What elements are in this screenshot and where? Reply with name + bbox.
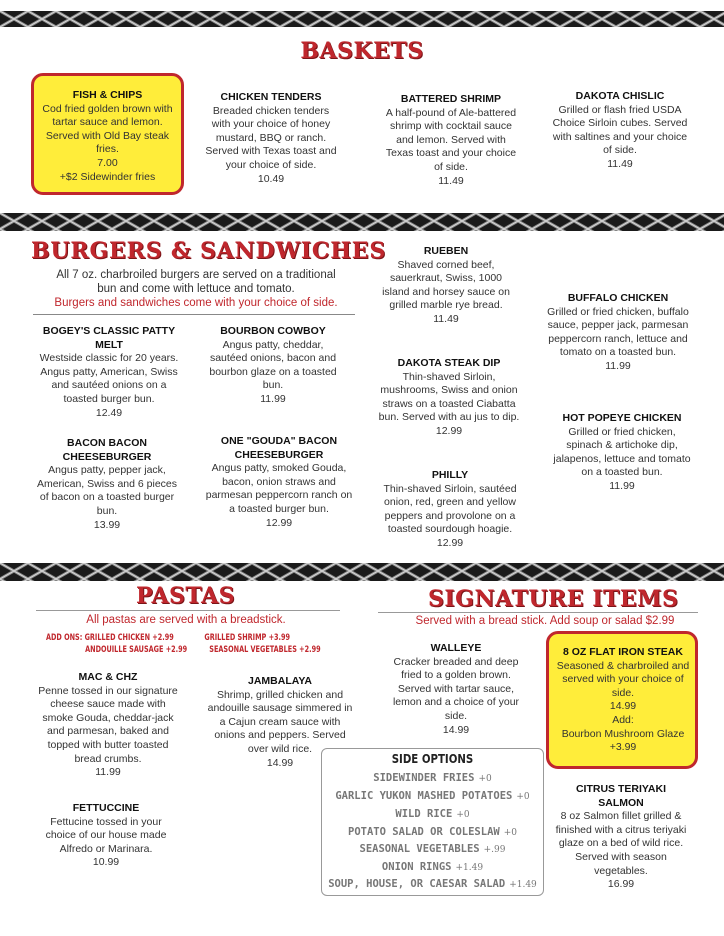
item-desc: Grilled or fried chicken, buffalo sauce, pepper jack, parmesan peppercorn ranch, lettuce and tomato on a toasted bun. [547,305,689,359]
item-desc: Thin-shaved Sirloin, sautéed onion, red, green and yellow peppers and provolone on a toasted sourdough hoagie. [383,482,517,536]
side-options-title: SIDE OPTIONS [391,752,474,766]
sandwich-item-hot-popeye [553,412,691,494]
pasta-item-fettuccine [36,802,176,870]
side-label: GARLIC YUKON MASHED POTATOES [335,790,513,802]
item-desc: A half-pound of Ale-battered shrimp with cocktail sauce and lemon. Served with Texas toast and your choice of side. [385,106,517,173]
item-desc: Shrimp, grilled chicken and andouille sausage simmered in a Cajun cream sauce with onions and peppers. Served over wild rice. [207,688,353,755]
item-desc: Grilled or flash fried USDA Choice Sirloin cubes. Served with saltines and your choice of side. [552,103,688,157]
signature-item-salmon [551,783,691,892]
side-option [321,878,544,890]
burgers-intro [28,268,364,310]
item-price: 13.99 [93,518,121,531]
side-option [321,826,544,838]
item-price: 12.99 [436,536,464,549]
side-price: +0 [516,792,530,802]
burgers-intro-line3: Burgers and sandwiches come with your choice of side. [54,297,338,309]
side-price: +.99 [483,845,506,855]
basket-item-dakota-chislic [552,90,688,172]
item-extra: +$2 Sidewinder fries [59,170,156,183]
addon-row2a: ANDOUILLE SAUSAGE +2.99 [85,645,188,655]
decorative-band-top [0,11,724,27]
item-name: FISH & CHIPS [72,89,143,101]
addon-row1a: ADD ONS: GRILLED CHICKEN +2.99 [46,633,174,643]
item-desc: Fettucine tossed in your choice of our house made Alfredo or Marinara. [45,815,167,855]
item-price: 12.99 [435,424,463,437]
item-desc: Angus patty, pepper jack, American, Swiss and 6 pieces of bacon on a toasted burger bun. [36,464,178,517]
burgers-intro-line1: All 7 oz. charbroiled burgers are served on a traditional [56,269,336,281]
basket-item-fish-chips [36,89,179,184]
item-desc: Penne tossed in our signature cheese sauce made with smoke Gouda, cheddar-jack and parmesan, baked and topped with butter toasted bread crumbs. [38,684,178,765]
side-price: +0 [478,774,492,784]
item-name: BOURBON COWBOY [220,325,326,337]
item-name: 8 OZ FLAT IRON STEAK [563,646,683,658]
item-name: CITRUS TERIYAKI SALMON [575,783,667,809]
side-option [321,772,544,784]
item-name: WALLEYE [430,642,482,654]
sandwich-item-rueben [377,245,515,327]
item-name: RUEBEN [423,245,469,257]
side-option [321,861,544,873]
item-name: CHICKEN TENDERS [220,91,322,103]
item-price: 7.00 [97,156,118,169]
pasta-item-mac-chz [35,671,181,780]
decorative-band-lower [0,563,724,581]
item-name: PHILLY [431,469,469,481]
item-desc: Shaved corned beef, sauerkraut, Swiss, 1000 island and horsey sauce on grilled marble rye bread. [382,258,510,312]
signature-intro: Served with a bread stick. Add soup or salad $2.99 [415,615,675,627]
side-option [321,790,544,802]
side-price: +0 [503,828,517,838]
burger-item-bourbon-cowboy [203,325,343,407]
item-name: FETTUCCINE [72,802,140,814]
item-name: DAKOTA STEAK DIP [397,357,501,369]
item-desc: Cracker breaded and deep fried to a golden brown. Served with tartar sauce, lemon and a choice of your side. [392,655,520,722]
item-desc: Thin-shaved Sirloin, mushrooms, Swiss and onion straws on a toasted Ciabatta bun. Served with au jus to dip. [378,370,520,424]
sandwich-item-philly [375,469,525,551]
side-options-box [321,748,544,896]
item-name: BUFFALO CHICKEN [567,292,669,304]
signature-item-walleye [387,642,525,737]
sandwich-item-steak-dip [374,357,524,439]
item-price: 11.99 [605,359,631,372]
item-price: 11.49 [438,174,464,187]
addon-row1b: GRILLED SHRIMP +3.99 [204,633,291,643]
item-price: 11.99 [609,479,635,492]
item-name: BACON BACON CHEESEBURGER [62,437,152,463]
item-name: BATTERED SHRIMP [400,93,502,105]
sandwich-item-buffalo-chicken [543,292,693,374]
item-price: 10.99 [92,856,120,869]
pastas-heading: PASTAS [136,583,236,609]
side-price: +0 [456,810,470,820]
addon-row2b: SEASONAL VEGETABLES +2.99 [209,645,321,655]
pasta-addons [46,632,321,656]
item-price: 11.49 [433,312,459,325]
burger-item-gouda-bacon [205,435,353,530]
signature-heading: SIGNATURE ITEMS [428,586,679,612]
side-option [321,808,544,820]
item-name: ONE "GOUDA" BACON CHEESEBURGER [220,435,338,461]
side-label: SEASONAL VEGETABLES [359,843,480,855]
item-name: DAKOTA CHISLIC [575,90,665,102]
item-name: MAC & CHZ [78,671,138,683]
side-price: +1.49 [455,863,484,873]
item-name: BOGEY'S CLASSIC PATTY MELT [42,325,176,351]
item-name: JAMBALAYA [248,675,312,687]
burger-item-patty-melt [36,325,182,420]
item-desc: 8 oz Salmon fillet grilled & finished with a citrus teriyaki glaze on a bed of wild rice. Served with season vegetables. [555,810,687,877]
basket-item-battered-shrimp [383,93,519,188]
item-desc: Breaded chicken tenders with your choice of honey mustard, BBQ or ranch. Served with Texas toast and your choice of side. [205,104,337,171]
side-price: +1.49 [509,880,537,890]
baskets-heading: BASKETS [300,38,424,64]
item-desc: Cod fried golden brown with tartar sauce and lemon. Served with Old Bay steak fries. [42,102,173,156]
item-price: 16.99 [607,878,635,891]
item-extra: Bourbon Mushroom Glaze +3.99 [561,727,685,754]
decorative-band-middle [0,213,724,231]
side-option [321,843,544,855]
item-price: 14.99 [266,756,294,769]
item-price: 12.99 [265,516,293,529]
item-price: 11.49 [607,157,633,170]
burgers-intro-line2: bun and come with lettuce and tomato. [97,283,295,295]
item-desc: Westside classic for 20 years. Angus patty, American, Swiss and sautéed onions on a toasted burger bun. [39,352,179,405]
item-price: 11.99 [260,392,286,405]
item-desc: Angus patty, smoked Gouda, bacon, onion straws and parmesan peppercorn ranch on a toasted burger bun. [205,462,353,515]
side-label: ONION RINGS [381,861,452,873]
item-name: HOT POPEYE CHICKEN [562,412,682,424]
pastas-intro: All pastas are served with a breadstick. [86,614,286,626]
divider [378,612,698,613]
item-desc: Grilled or fried chicken, spinach & artichoke dip, jalapenos, lettuce and tomato on a toasted bun. [553,425,691,479]
item-price: 12.49 [95,406,123,419]
side-label: WILD RICE [395,808,453,820]
side-label: POTATO SALAD OR COLESLAW [348,826,500,838]
burger-item-bacon-bacon [34,437,180,532]
item-price: 10.49 [257,172,285,185]
item-price: 14.99 [442,723,470,736]
basket-item-chicken-tenders [205,91,337,186]
item-extra: Add: [612,713,634,726]
divider [33,314,355,315]
divider [36,610,340,611]
side-label: SIDEWINDER FRIES [373,772,475,784]
signature-item-flat-iron [556,646,690,755]
item-price: 14.99 [609,700,637,713]
item-desc: Angus patty, cheddar, sautéed onions, bacon and bourbon glaze on a toasted bun. [209,338,337,392]
item-price: 11.99 [95,766,121,779]
burgers-heading: BURGERS & SANDWICHES [31,238,387,264]
side-label: SOUP, HOUSE, OR CAESAR SALAD [328,878,506,890]
item-desc: Seasoned & charbroiled and served with your choice of side. [556,659,690,699]
